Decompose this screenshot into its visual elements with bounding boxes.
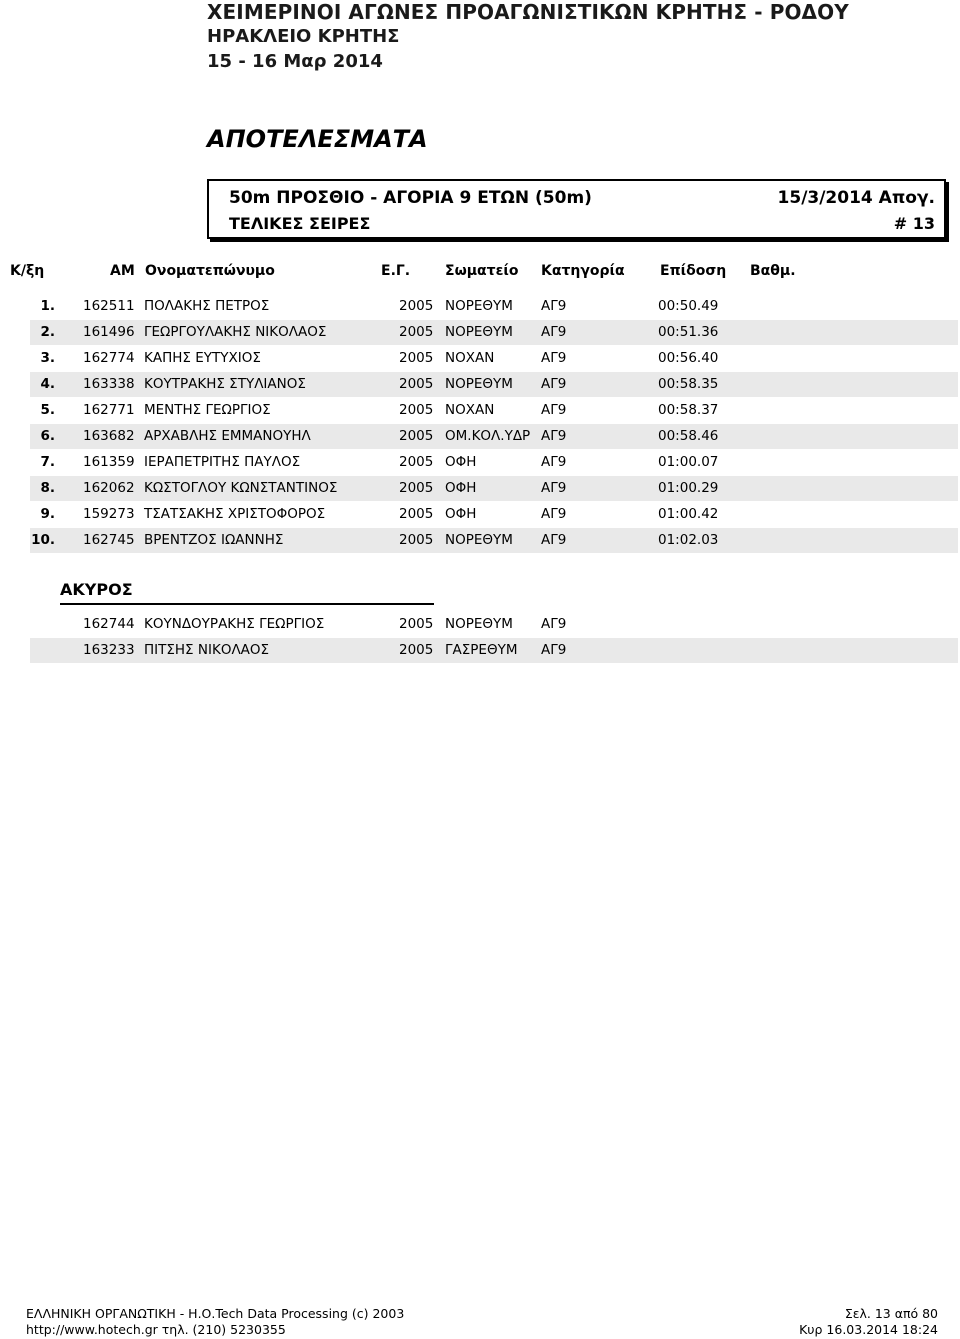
am-cell: 162511 <box>83 298 135 314</box>
rank-cell: 7. <box>40 454 55 470</box>
year-cell: 2005 <box>399 480 434 496</box>
col-header-rank: Κ/ξη <box>10 263 45 279</box>
time-cell: 01:00.29 <box>658 480 719 496</box>
club-cell: ΟΦΗ <box>445 480 477 496</box>
rank-cell: 4. <box>40 376 55 392</box>
name-cell: ΚΟΥΤΡΑΚΗΣ ΣΤΥΛΙΑΝΟΣ <box>144 376 306 392</box>
year-cell: 2005 <box>399 454 434 470</box>
table-row <box>30 502 958 527</box>
category-cell: ΑΓ9 <box>541 616 567 632</box>
event-name: 50m ΠΡΟΣΘΙΟ - ΑΓΟΡΙΑ 9 ΕΤΩΝ (50m) <box>229 188 592 208</box>
name-cell: ΚΩΣΤΟΓΛΟΥ ΚΩΝΣΤΑΝΤΙΝΟΣ <box>144 480 338 496</box>
name-cell: ΠΟΛΑΚΗΣ ΠΕΤΡΟΣ <box>144 298 270 314</box>
time-cell: 00:58.37 <box>658 402 719 418</box>
rank-cell: 9. <box>40 506 55 522</box>
table-row <box>30 320 958 345</box>
event-date: 15/3/2014 Απογ. <box>777 188 935 208</box>
category-cell: ΑΓ9 <box>541 642 567 658</box>
time-cell: 00:58.46 <box>658 428 719 444</box>
category-cell: ΑΓ9 <box>541 454 567 470</box>
year-cell: 2005 <box>399 376 434 392</box>
meet-dates: 15 - 16 Μαρ 2014 <box>207 51 383 72</box>
club-cell: ΟΜ.ΚΟΛ.ΥΔΡ <box>445 428 531 444</box>
am-cell: 162062 <box>83 480 135 496</box>
table-row <box>30 346 958 371</box>
category-cell: ΑΓ9 <box>541 376 567 392</box>
meet-location: ΗΡΑΚΛΕΙΟ ΚΡΗΤΗΣ <box>207 26 400 47</box>
name-cell: ΚΟΥΝΔΟΥΡΑΚΗΣ ΓΕΩΡΓΙΟΣ <box>144 616 325 632</box>
disqualified-row <box>30 638 958 663</box>
meet-title: ΧΕΙΜΕΡΙΝΟΙ ΑΓΩΝΕΣ ΠΡΟΑΓΩΝΙΣΤΙΚΩΝ ΚΡΗΤΗΣ - ΡΟΔΟΥ <box>207 0 849 24</box>
club-cell: ΝΟΡΕΘΥΜ <box>445 324 513 340</box>
am-cell: 162774 <box>83 350 135 366</box>
disqualified-divider <box>60 603 434 605</box>
col-header-points: Βαθμ. <box>750 263 796 279</box>
category-cell: ΑΓ9 <box>541 480 567 496</box>
rank-cell: 8. <box>40 480 55 496</box>
name-cell: ΠΙΤΣΗΣ ΝΙΚΟΛΑΟΣ <box>144 642 270 658</box>
col-header-name: Ονοματεπώνυμο <box>145 263 275 279</box>
rank-cell: 5. <box>40 402 55 418</box>
am-cell: 163233 <box>83 642 135 658</box>
name-cell: ΙΕΡΑΠΕΤΡΙΤΗΣ ΠΑΥΛΟΣ <box>144 454 301 470</box>
am-cell: 162771 <box>83 402 135 418</box>
name-cell: ΑΡΧΑΒΛΗΣ ΕΜΜΑΝΟΥΗΛ <box>144 428 311 444</box>
club-cell: ΓΑΣΡΕΘΥΜ <box>445 642 518 658</box>
footer-web: http://www.hotech.gr τηλ. (210) 5230355 <box>26 1322 286 1337</box>
am-cell: 159273 <box>83 506 135 522</box>
col-header-club: Σωματείο <box>445 263 519 279</box>
event-number: # 13 <box>893 214 935 233</box>
year-cell: 2005 <box>399 506 434 522</box>
year-cell: 2005 <box>399 642 434 658</box>
name-cell: ΒΡΕΝΤΖΟΣ ΙΩΑΝΝΗΣ <box>144 532 284 548</box>
table-row <box>30 424 958 449</box>
col-header-am: ΑΜ <box>110 263 135 279</box>
name-cell: ΜΕΝΤΗΣ ΓΕΩΡΓΙΟΣ <box>144 402 271 418</box>
am-cell: 163682 <box>83 428 135 444</box>
year-cell: 2005 <box>399 532 434 548</box>
time-cell: 01:00.42 <box>658 506 719 522</box>
category-cell: ΑΓ9 <box>541 324 567 340</box>
club-cell: ΝΟΧΑΝ <box>445 350 495 366</box>
time-cell: 00:51.36 <box>658 324 719 340</box>
results-title: ΑΠΟΤΕΛΕΣΜΑΤΑ <box>207 125 428 153</box>
rank-cell: 3. <box>40 350 55 366</box>
table-row <box>30 372 958 397</box>
am-cell: 161359 <box>83 454 135 470</box>
footer-org: ΕΛΛΗΝΙΚΗ ΟΡΓΑΝΩΤΙΚΗ - Η.Ο.Tech Data Processing (c) 2003 <box>26 1306 405 1321</box>
club-cell: ΟΦΗ <box>445 454 477 470</box>
am-cell: 162744 <box>83 616 135 632</box>
club-cell: ΝΟΡΕΘΥΜ <box>445 376 513 392</box>
am-cell: 161496 <box>83 324 135 340</box>
club-cell: ΝΟΡΕΘΥΜ <box>445 298 513 314</box>
am-cell: 163338 <box>83 376 135 392</box>
name-cell: ΚΑΠΗΣ ΕΥΤΥΧΙΟΣ <box>144 350 261 366</box>
disqualified-title: ΑΚΥΡΟΣ <box>60 580 133 599</box>
name-cell: ΓΕΩΡΓΟΥΛΑΚΗΣ ΝΙΚΟΛΑΟΣ <box>144 324 327 340</box>
club-cell: ΝΟΧΑΝ <box>445 402 495 418</box>
footer-printed: Κυρ 16.03.2014 18:24 <box>799 1322 938 1337</box>
time-cell: 00:56.40 <box>658 350 719 366</box>
am-cell: 162745 <box>83 532 135 548</box>
category-cell: ΑΓ9 <box>541 506 567 522</box>
disqualified-row <box>30 612 958 637</box>
rank-cell: 2. <box>40 324 55 340</box>
rank-cell: 6. <box>40 428 55 444</box>
table-row <box>30 294 958 319</box>
event-stage: ΤΕΛΙΚΕΣ ΣΕΙΡΕΣ <box>229 214 371 233</box>
col-header-category: Κατηγορία <box>541 263 625 279</box>
category-cell: ΑΓ9 <box>541 402 567 418</box>
category-cell: ΑΓ9 <box>541 532 567 548</box>
year-cell: 2005 <box>399 298 434 314</box>
col-header-year: Ε.Γ. <box>381 263 411 279</box>
category-cell: ΑΓ9 <box>541 428 567 444</box>
category-cell: ΑΓ9 <box>541 350 567 366</box>
table-row <box>30 398 958 423</box>
year-cell: 2005 <box>399 428 434 444</box>
club-cell: ΝΟΡΕΘΥΜ <box>445 616 513 632</box>
year-cell: 2005 <box>399 616 434 632</box>
club-cell: ΝΟΡΕΘΥΜ <box>445 532 513 548</box>
year-cell: 2005 <box>399 402 434 418</box>
rank-cell: 1. <box>40 298 55 314</box>
table-row <box>30 476 958 501</box>
footer-page: Σελ. 13 από 80 <box>844 1306 938 1321</box>
table-row <box>30 450 958 475</box>
club-cell: ΟΦΗ <box>445 506 477 522</box>
time-cell: 00:58.35 <box>658 376 719 392</box>
event-box <box>207 179 946 239</box>
year-cell: 2005 <box>399 350 434 366</box>
time-cell: 00:50.49 <box>658 298 719 314</box>
col-header-time: Επίδοση <box>660 263 727 279</box>
rank-cell: 10. <box>31 532 55 548</box>
name-cell: ΤΣΑΤΣΑΚΗΣ ΧΡΙΣΤΟΦΟΡΟΣ <box>144 506 326 522</box>
year-cell: 2005 <box>399 324 434 340</box>
time-cell: 01:02.03 <box>658 532 719 548</box>
category-cell: ΑΓ9 <box>541 298 567 314</box>
table-row <box>30 528 958 553</box>
time-cell: 01:00.07 <box>658 454 719 470</box>
